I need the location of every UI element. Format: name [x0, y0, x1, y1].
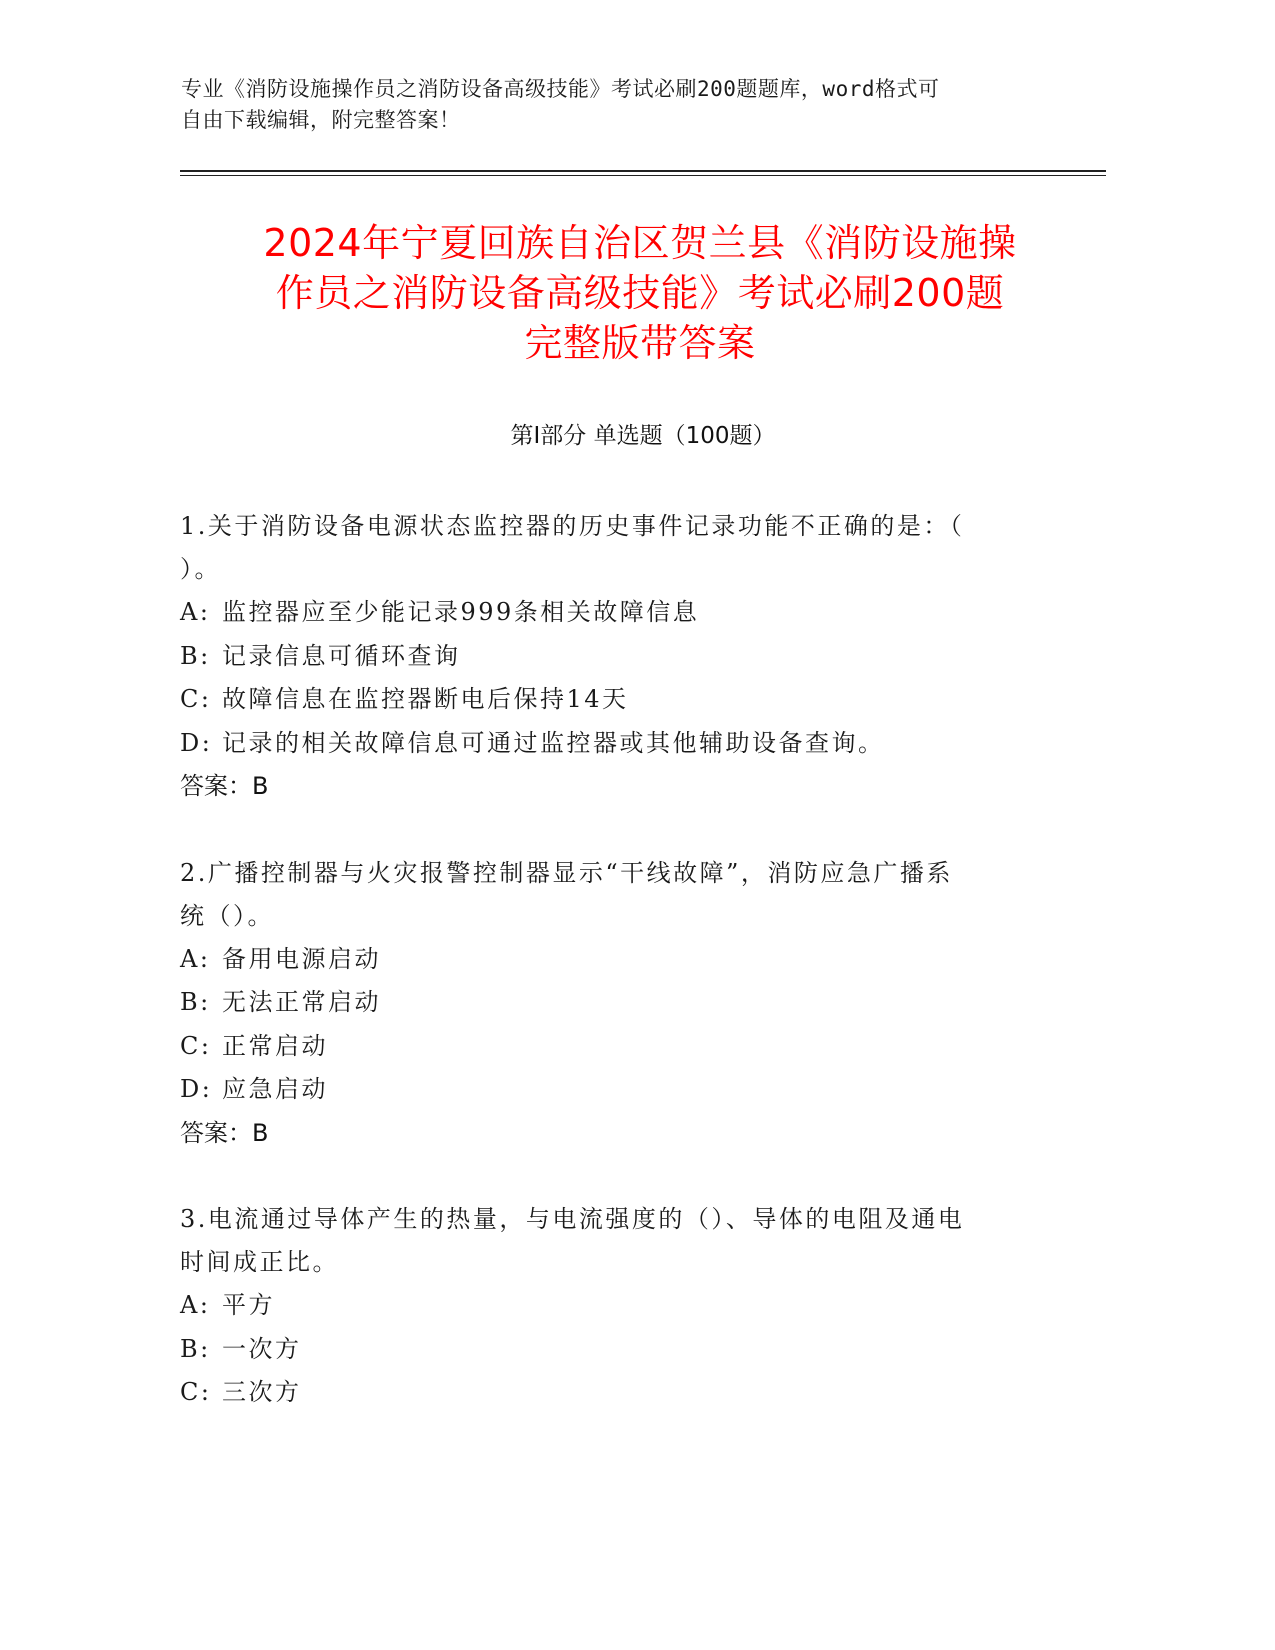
question-spacer — [180, 1155, 1080, 1198]
option-text: 记录的相关故障信息可通过监控器或其他辅助设备查询。 — [222, 728, 885, 757]
title-line: 完整版带答案 — [524, 321, 756, 365]
title-line: 作员之消防设备高级技能》考试必刷200题 — [275, 271, 1005, 315]
option-text: 平方 — [222, 1291, 275, 1319]
header-note-line: 专业《消防设施操作员之消防设备高级技能》考试必刷200题题库，word格式可 — [181, 77, 940, 101]
option-letter: C: — [180, 1031, 212, 1060]
option-d — [180, 1068, 1080, 1112]
header-divider-thick — [180, 170, 1106, 172]
option-letter: B: — [180, 988, 211, 1016]
question-stem-line: ）。 — [180, 555, 221, 583]
option-text: 故障信息在监控器断电后保持14天 — [222, 685, 629, 713]
question-stem-line: 时间成正比。 — [180, 1248, 339, 1276]
question-stem-line: 3.电流通过导体产生的热量，与电流强度的（）、导体的电阻及通电 — [180, 1205, 965, 1233]
option-text: 三次方 — [222, 1378, 302, 1406]
option-letter: B: — [180, 1334, 211, 1363]
option-letter: D: — [180, 1075, 213, 1103]
answer-line: 答案：B — [180, 772, 269, 800]
question-item — [180, 505, 1080, 809]
header-note — [181, 74, 1061, 136]
option-a — [180, 1284, 1080, 1328]
question-item — [180, 1198, 1080, 1415]
option-text: 正常启动 — [222, 1031, 328, 1060]
answer-line: 答案：B — [180, 1118, 269, 1147]
option-a — [180, 591, 1080, 635]
document-title — [160, 218, 1120, 368]
question-stem — [180, 852, 1080, 938]
question-stem — [180, 505, 1080, 591]
option-b — [180, 635, 1080, 679]
question-stem — [180, 1198, 1080, 1284]
option-letter: C: — [180, 1378, 212, 1406]
option-d — [180, 722, 1080, 766]
option-c — [180, 1025, 1080, 1069]
option-c — [180, 678, 1080, 722]
option-text: 监控器应至少能记录999条相关故障信息 — [222, 598, 700, 626]
header-divider-thin — [180, 175, 1106, 176]
question-stem-line: 2.广播控制器与火灾报警控制器显示“干线故障”，消防应急广播系 — [180, 858, 953, 887]
option-b — [180, 1328, 1080, 1372]
option-letter: C: — [180, 685, 212, 713]
option-text: 无法正常启动 — [222, 988, 381, 1016]
question-list — [180, 505, 1080, 1415]
title-line: 2024年宁夏回族自治区贺兰县《消防设施操 — [263, 221, 1017, 265]
header-note-line: 自由下载编辑，附完整答案！ — [181, 108, 461, 132]
option-letter: A: — [180, 944, 211, 973]
option-letter: D: — [180, 728, 213, 757]
section-heading: 第I部分 单选题（100题） — [510, 423, 776, 449]
option-c — [180, 1371, 1080, 1415]
option-letter: B: — [180, 641, 211, 670]
option-letter: A: — [180, 598, 211, 626]
question-stem-line: 统（）。 — [180, 901, 274, 930]
option-text: 记录信息可循环查询 — [222, 641, 461, 670]
option-b — [180, 981, 1080, 1025]
option-text: 一次方 — [222, 1334, 302, 1363]
option-text: 应急启动 — [222, 1075, 328, 1103]
option-text: 备用电源启动 — [222, 944, 381, 973]
option-letter: A: — [180, 1291, 211, 1319]
question-item — [180, 852, 1080, 1156]
question-spacer — [180, 809, 1080, 852]
option-a — [180, 938, 1080, 982]
question-stem-line: 1.关于消防设备电源状态监控器的历史事件记录功能不正确的是：（ — [180, 512, 965, 540]
